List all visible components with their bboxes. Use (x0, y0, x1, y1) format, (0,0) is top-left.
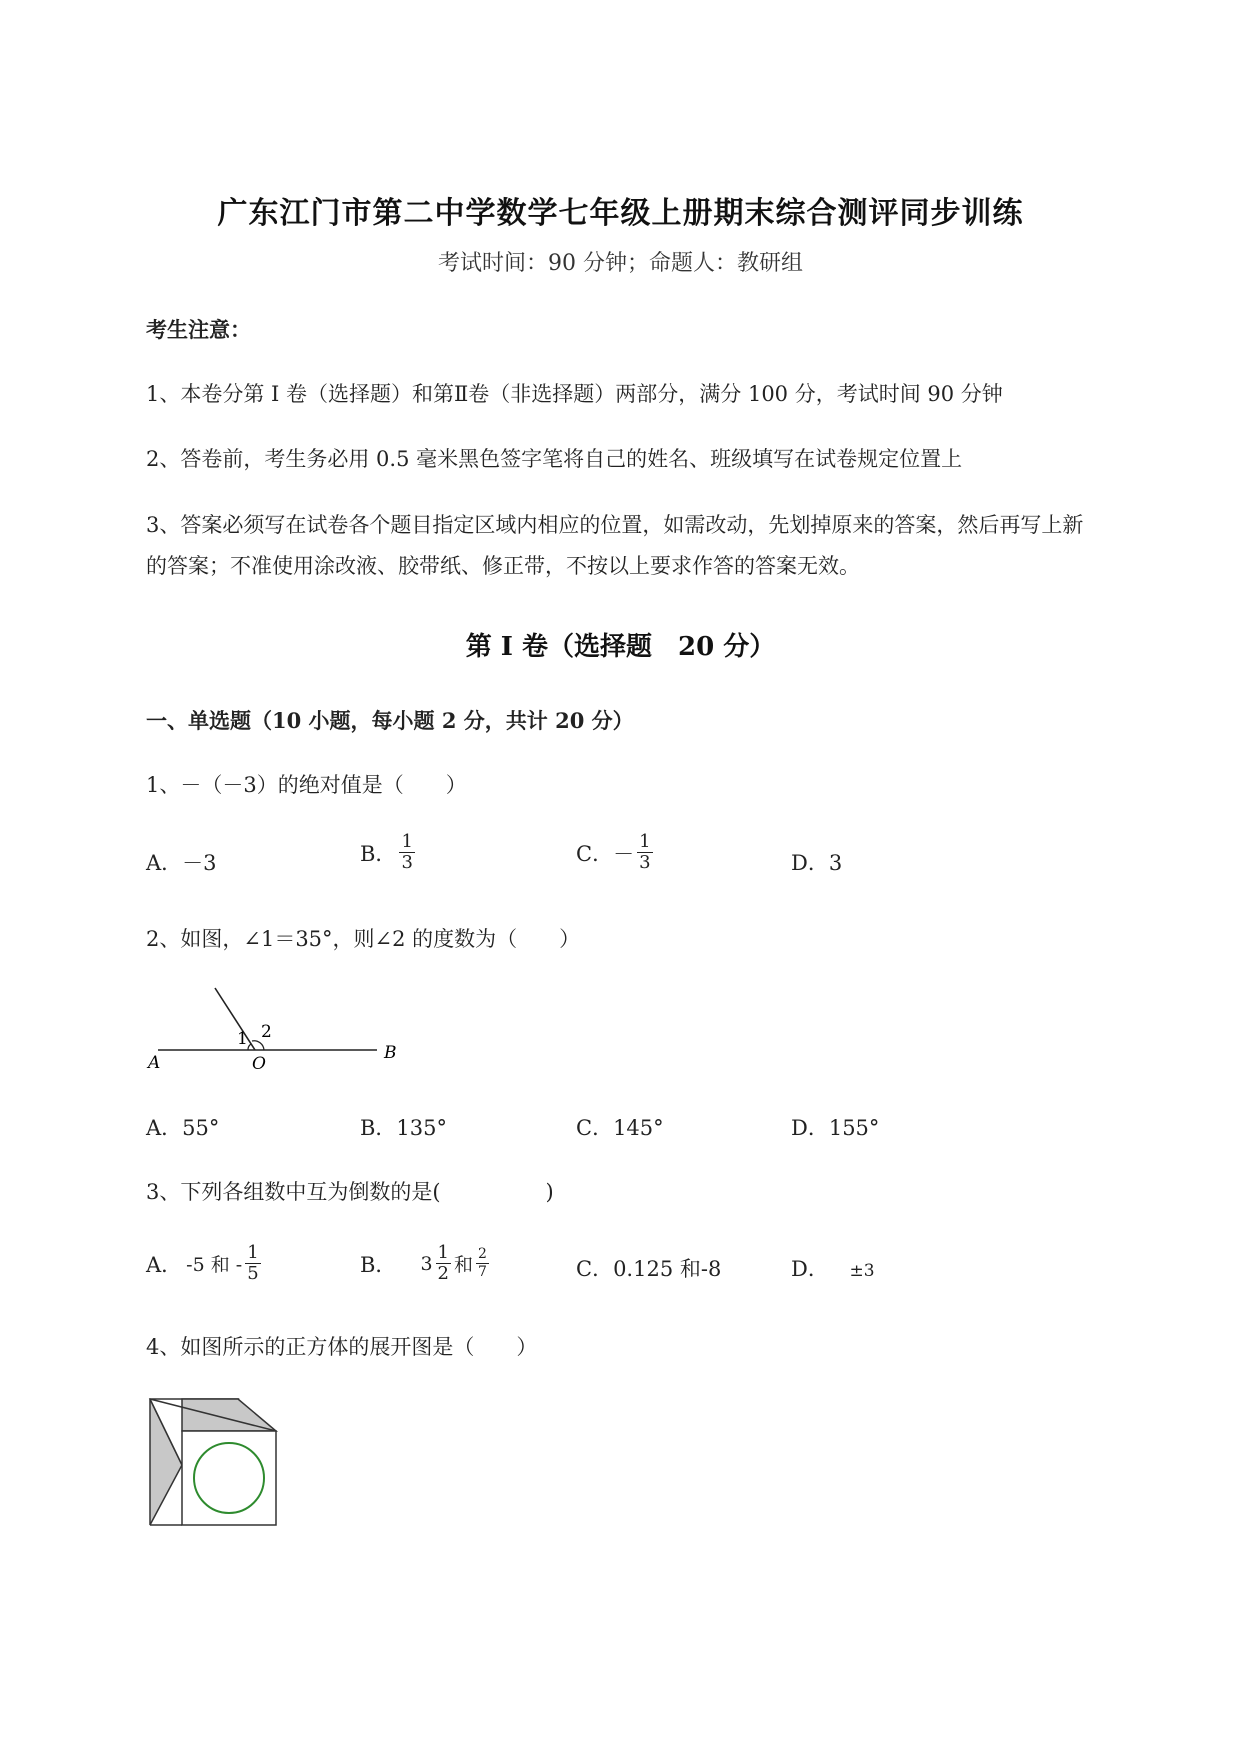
q2-angle-figure (140, 980, 410, 1080)
fraction-numerator: 1 (401, 831, 413, 852)
q1-option-b-fraction (399, 832, 414, 873)
cube-front-face (182, 1431, 276, 1525)
fraction-denominator: 5 (247, 1263, 259, 1284)
fraction-denominator: 3 (401, 852, 413, 873)
notice-heading: 考生注意： (146, 317, 251, 342)
section-title: 第 I 卷（选择题 20 分） (465, 632, 776, 662)
fraction-numerator: 1 (437, 1242, 449, 1263)
q2-option-c: C．145° (576, 1116, 664, 1140)
question-3-stem: 3、下列各组数中互为倒数的是( ) (146, 1180, 554, 1204)
q3-option-d-label: D． (791, 1257, 829, 1281)
q3-option-d-text: ±3 (849, 1261, 875, 1281)
page-title: 广东江门市第二中学数学七年级上册期末综合测评同步训练 (217, 196, 1024, 231)
q3-option-a-fraction (245, 1243, 260, 1284)
q3-option-d (791, 1253, 875, 1283)
q1-option-b-label: B． (360, 841, 397, 866)
question-4-stem: 4、如图所示的正方体的展开图是（ ） (146, 1335, 538, 1359)
q3-option-c: C．0.125 和-8 (576, 1257, 722, 1281)
exam-subtitle: 考试时间：90 分钟；命题人：教研组 (438, 251, 803, 276)
q1-option-b (360, 832, 418, 873)
q3-option-b-and: 和 (453, 1254, 473, 1276)
q3-option-b-whole: 3 (420, 1252, 433, 1275)
label-point-b: B (384, 1043, 397, 1063)
notice-item-3-line-1: 3、答案必须写在试卷各个题目指定区域内相应的位置，如需改动，先划掉原来的答案，然后再写上新 (146, 513, 1084, 537)
q1-option-d: D．3 (791, 851, 843, 875)
notice-item-1: 1、本卷分第 I 卷（选择题）和第Ⅱ卷（非选择题）两部分，满分 100 分，考试时间 90 分钟 (146, 382, 1003, 406)
q2-option-d: D．155° (791, 1116, 880, 1140)
q3-option-b (360, 1243, 492, 1284)
label-point-o: O (252, 1054, 266, 1074)
label-point-a: A (148, 1053, 161, 1073)
angle-1-arc (248, 1044, 251, 1050)
q3-option-a (146, 1243, 264, 1284)
label-angle-1: 1 (237, 1029, 248, 1049)
q1-option-c-label: C．－ (576, 841, 635, 866)
question-1-stem: 1、－（－3）的绝对值是（ ） (146, 773, 467, 797)
q4-cube-figure (146, 1395, 286, 1535)
q3-option-b-label: B． (360, 1252, 397, 1277)
q3-option-b-fraction-2 (476, 1246, 489, 1281)
notice-item-2: 2、答卷前，考生务必用 0.5 毫米黑色签字笔将自己的姓名、班级填写在试卷规定位置上 (146, 447, 963, 471)
notice-item-3-line-2: 的答案；不准使用涂改液、胶带纸、修正带，不按以上要求作答的答案无效。 (146, 554, 860, 578)
fraction-numerator: 1 (247, 1242, 259, 1263)
q1-option-c-fraction (637, 832, 652, 873)
q1-option-a: A．－3 (146, 851, 217, 875)
q3-option-a-label: A． (146, 1252, 183, 1277)
q3-option-a-text: -5 和 - (186, 1254, 243, 1276)
question-2-stem: 2、如图，∠1＝35°，则∠2 的度数为（ ） (146, 927, 581, 951)
part-heading: 一、单选题（10 小题，每小题 2 分，共计 20 分） (146, 708, 634, 733)
fraction-denominator: 3 (639, 852, 651, 873)
fraction-numerator: 1 (639, 831, 651, 852)
fraction-denominator: 2 (437, 1263, 449, 1284)
label-angle-2: 2 (261, 1022, 272, 1042)
fraction-numerator: 2 (478, 1246, 487, 1262)
cube-shaded-face-top (182, 1399, 276, 1431)
ray-from-o (215, 988, 255, 1050)
q2-option-b: B．135° (360, 1116, 448, 1140)
fraction-denominator: 7 (478, 1264, 487, 1280)
q3-option-b-fraction-1 (436, 1243, 451, 1284)
q2-option-a: A．55° (146, 1116, 220, 1140)
q1-option-c (576, 832, 656, 873)
